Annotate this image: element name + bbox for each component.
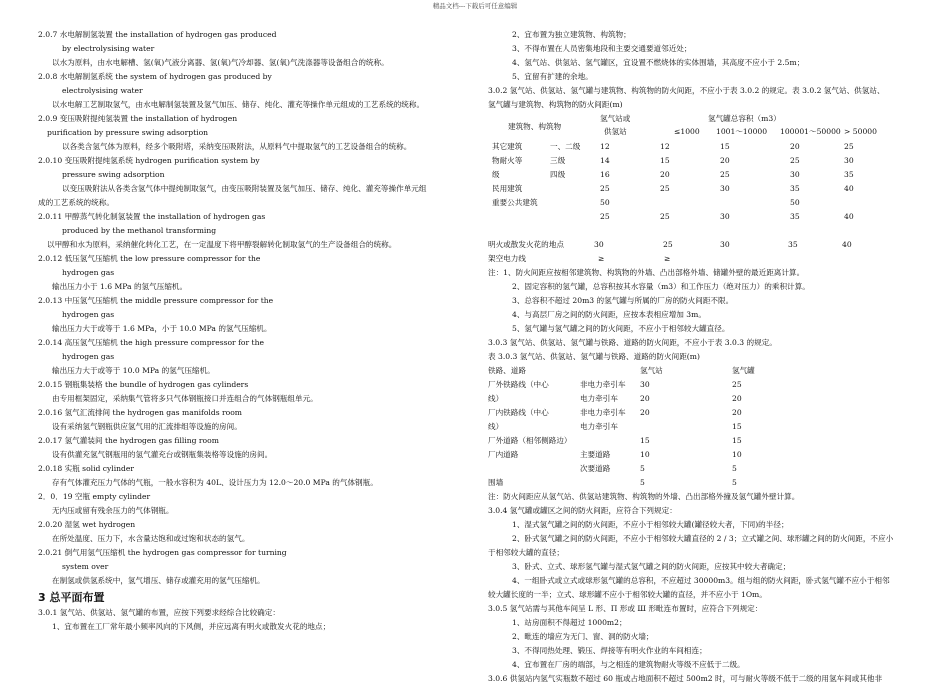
clause-2-0-21-body: 在制氢或供氢系统中，氢气增压、储存或灌充用的氢气压缩机。	[52, 576, 265, 585]
table2-cell: 线）	[488, 394, 504, 403]
table2-cell: 5	[640, 478, 645, 487]
clause-2-0-19-title: 2．0．19 空瓶 empty cylinder	[38, 492, 151, 501]
clause-3-0-3: 3.0.3 氢气站、供氢站、氢气罐与铁路、道路的防火间距，不应小于表 3.0.3 的规定。	[488, 338, 777, 347]
clause-2-0-18-body: 存有气体灌充压力气体的气瓶，一般水容积为 40L、设计压力为 12.0～20.0 MPa 的气体钢瓶。	[52, 478, 378, 487]
table2-cell: 5	[640, 464, 645, 473]
clause-3-0-4-item-2-cont: 于相邻较大罐的直径；	[488, 548, 564, 557]
table1-cell: 30	[790, 170, 800, 179]
table1-cell: 35	[790, 212, 800, 221]
table-3-0-3	[488, 364, 916, 490]
table2-note: 注：防火间距应从氢气站、供氢站建筑物、构筑物的外墙、凸出部格外撞及氢气罐外壁计算。	[488, 492, 800, 501]
clause-3-0-1-item-1: 1、宜布置在工厂常年最小频率风向的下风侧，并应远离有明火或散发火花的地点；	[52, 622, 331, 631]
clause-2-0-14-title: 2.0.14 高压氢气压缩机 the high pressure compressor for the	[38, 338, 264, 347]
clause-2-0-9-body: 以各类含氢气体为原料，经多个吸附塔，采纳变压吸附法，从原料气中提取氢气的工艺设备组合的统称。	[62, 142, 412, 151]
table2-cell: 厂外道路（相邻侧路边）	[488, 436, 572, 445]
clause-3-0-5-item-2: 2、毗连的墙应为无门、窗、洞的防火墙；	[512, 632, 654, 641]
table2-head-tank: 氢气罐	[732, 366, 755, 375]
table1-cell: 25	[660, 184, 670, 193]
table1-fire-row	[488, 238, 916, 266]
clause-3-0-1-item-5: 5、宜留有扩建的余地。	[512, 72, 593, 81]
table1-cell: 20	[790, 142, 800, 151]
clause-3-0-6: 3.0.6 供氢站内氢气实瓶数不超过 60 瓶或占地面积不超过 500m2 时，可与耐火等级不低于二级的用氢车间或其他非	[488, 674, 883, 683]
clause-3-0-5: 3.0.5 氢气站需与其他车间呈 L 形、Π 形或 Ш 形毗连布置时，应符合下列规定：	[488, 604, 763, 613]
table1-cell: 40	[844, 184, 854, 193]
right-column	[488, 28, 916, 686]
table-3-0-2	[488, 112, 916, 238]
clause-3-0-2: 3.0.2 氢气站、供氢站、氢气罐与建筑物、构筑物的防火间距，不应小于表 3.0.2 的规定。表 3.0.2 氢气站、供氢站、	[488, 86, 885, 95]
clause-2-0-18-title: 2.0.18 实瓶 solid cylinder	[38, 464, 135, 473]
table1-cell: 50	[790, 198, 800, 207]
table1-cell: 40	[844, 212, 854, 221]
table1-cell: 25	[720, 170, 730, 179]
clause-3-0-4-item-4-cont: 较大罐长度的一半；立式、球形罐不应小于相邻较大罐的直径，并不应小于 1Om。	[488, 590, 767, 599]
clause-2-0-7-body: 以水为原料，由水电解槽、氢(氧)气液分离器、氢(氧)气冷却器、氢(氧)气洗涤器等设备组合的统称。	[52, 58, 389, 67]
clause-3-0-5-item-1: 1、站房面积不得超过 1000m2；	[512, 618, 627, 627]
note-5: 5、氢气罐与氢气罐之间的防火间距，不应小于相邻较大罐直径。	[512, 324, 730, 333]
clause-2-0-7-title-cont: by electrolysising water	[62, 44, 155, 53]
clause-2-0-12-title-cont: hydrogen gas	[62, 268, 115, 277]
table1-cell: 30	[844, 156, 854, 165]
clause-2-0-17-title: 2.0.17 氢气灌装间 the hydrogen gas filling room	[38, 436, 219, 445]
table1-cell: 级	[492, 170, 500, 179]
table2-head-road: 铁路、道路	[488, 366, 526, 375]
table1-row7-v4: 35	[788, 240, 798, 249]
clause-2-0-16-body: 设有采纳氢气钢瓶供应氢气用的汇流排组等设施的房间。	[52, 422, 242, 431]
clause-2-0-10-title: 2.0.10 变压吸附提纯氢系统 hydrogen purification system by	[38, 156, 260, 165]
clause-3-0-1-item-2: 2、宜布置为独立建筑物、构筑物；	[512, 30, 631, 39]
clause-2-0-8-title-cont: electrolysising water	[62, 86, 143, 95]
table2-cell: 20	[640, 394, 650, 403]
table2-cell: 10	[640, 450, 650, 459]
table2-cell: 主要道路	[580, 450, 611, 459]
table1-head-tank-volume: 氢气罐总容积（m3）	[708, 114, 781, 123]
clause-3-0-2-cont: 氢气罐与建筑物、构筑物的防火间距(m)	[488, 100, 623, 109]
page-header: 精品文档---下载后可任意编辑	[432, 2, 518, 10]
table2-cell: 15	[640, 436, 650, 445]
clause-2-0-8-title: 2.0.8 水电解制氢系统 the system of hydrogen gas produced by	[38, 72, 272, 81]
table2-cell: 次要道路	[580, 464, 611, 473]
clause-2-0-8-body: 以水电解工艺制取氢气，由水电解制氢装置及氢气加压、储存、纯化、灌充等操作单元组成的工艺系统的统称。	[52, 100, 425, 109]
table-3-0-3-caption: 表 3.0.3 氢气站、供氢站、氢气罐与铁路、道路的防火间距(m)	[488, 352, 700, 361]
note-1: 注：1、防火间距应按相邻建筑物、构筑物的外墙、凸出部格外墙、储罐外壁的最近距离计算。	[488, 268, 805, 277]
clause-3-0-1-item-3: 3、不得布置在人员密集地段和主要交通要道邻近处；	[512, 44, 692, 53]
table2-cell: 5	[732, 464, 737, 473]
table1-cell: 民用建筑	[492, 184, 523, 193]
table1-cell: 50	[600, 198, 610, 207]
clause-3-0-4-item-4: 4、一组卧式或立式或球形氢气罐的总容积，不应超过 30000m3。组与组的防火间距，卧式氢气罐不应小于相邻	[512, 576, 890, 585]
clause-2-0-10-body-cont: 成的工艺系统的统称。	[38, 198, 114, 207]
clause-2-0-11-body: 以甲醇和水为原料，采纳催化转化工艺，在一定温度下将甲醇裂解转化制取氢气的生产设备组合的统称。	[47, 240, 397, 249]
table2-cell: 20	[732, 394, 742, 403]
table2-cell: 厂内道路	[488, 450, 519, 459]
table1-sub-3: 100001～50000	[780, 127, 841, 136]
table1-row7-label-b: 架空电力线	[488, 254, 526, 263]
table2-cell: 10	[732, 450, 742, 459]
table1-head-station-cont: 供氢站	[604, 127, 627, 136]
clause-3-0-4-item-3: 3、卧式、立式、球形氢气罐与湿式氢气罐之间的防火间距，应按其中较大者确定；	[512, 562, 791, 571]
table1-cell: 物耐火等	[492, 156, 523, 165]
clause-2-0-7-title: 2.0.7 水电解制氢装置 the installation of hydrogen gas produced	[38, 30, 277, 39]
clause-3-0-5-item-3: 3、不得同热处理、锻压、焊接等有明火作业的车间相连；	[512, 646, 707, 655]
table1-cell: 30	[720, 212, 730, 221]
table1-cell: 25	[600, 212, 610, 221]
clause-2-0-20-body: 在所处温度、压力下，水含量达饱和或过饱和状态的氢气。	[52, 534, 250, 543]
table1-row7-v1: 30	[594, 240, 604, 249]
clause-2-0-15-body: 由专用框架固定，采纳集气管将多只气体钢瓶接口并连组合的气体钢瓶组单元。	[52, 394, 318, 403]
table2-cell: 电力牵引车	[580, 394, 618, 403]
note-3: 3、总容积不超过 20m3 的氢气罐与所属的厂房的防火间距不限。	[512, 296, 734, 305]
table1-cell: 三级	[550, 156, 566, 165]
clause-2-0-19-body: 无内压或留有残余压力的气体钢瓶。	[52, 506, 174, 515]
table1-row7-v3: 30	[720, 240, 730, 249]
table1-cell: 20	[720, 156, 730, 165]
table2-cell: 非电力牵引车	[580, 408, 626, 417]
table1-cell: 15	[720, 142, 730, 151]
section-3-heading: 3 总平面布置	[38, 591, 105, 604]
clause-2-0-11-title-cont: produced by the methanol transforming	[62, 226, 217, 235]
table1-cell: 12	[600, 142, 610, 151]
clause-3-0-1-item-4: 4、氢气站、供氢站、氢气罐区，宜设置不燃烧体的实体围墙，其高度不应小于 2.5m；	[512, 58, 805, 67]
table2-cell: 15	[732, 422, 742, 431]
table1-cell: 25	[600, 184, 610, 193]
clause-2-0-10-title-cont: pressure swing adsorption	[62, 170, 165, 179]
clause-2-0-20-title: 2.0.20 湿氢 wet hydrogen	[38, 520, 136, 529]
table2-cell: 20	[640, 408, 650, 417]
clause-2-0-21-title: 2.0.21 倒气用氢气压缩机 the hydrogen gas compressor for turning	[38, 548, 287, 557]
table2-cell: 20	[732, 408, 742, 417]
table2-cell: 非电力牵引车	[580, 380, 626, 389]
table1-row7-g2: ≥	[664, 254, 671, 263]
table1-cell: 12	[660, 142, 670, 151]
table2-cell: 15	[732, 436, 742, 445]
table1-row7-g1: ≥	[598, 254, 605, 263]
clause-3-0-4: 3.0.4 氢气罐或罐区之间的防火间距，应符合下列规定：	[488, 506, 677, 515]
clause-2-0-9-title-cont: purification by pressure swing adsorption	[47, 128, 209, 137]
clause-2-0-13-body: 输出压力大于或等于 1.6 MPa，小于 10.0 MPa 的氢气压缩机。	[52, 324, 272, 333]
clause-2-0-12-title: 2.0.12 低压氢气压缩机 the low pressure compressor for the	[38, 254, 261, 263]
table1-cell: 25	[844, 142, 854, 151]
clause-2-0-11-title: 2.0.11 甲醇蒸气转化制氢装置 the installation of hydrogen gas	[38, 212, 266, 221]
clause-3-0-5-item-4: 4、宜布置在厂房的端部，与之相连的建筑物耐火等级不应低于二级。	[512, 660, 745, 669]
table1-cell: 20	[660, 170, 670, 179]
table1-cell: 30	[720, 184, 730, 193]
table2-cell: 30	[640, 380, 650, 389]
clause-3-0-1: 3.0.1 氢气站、供氢站、氢气罐的布置，应按下列要求经综合比较确定：	[38, 608, 280, 617]
table1-cell: 一、二级	[550, 142, 581, 151]
table1-cell: 14	[600, 156, 610, 165]
clause-3-0-4-item-1: 1、湿式氢气罐之间的防火间距，不应小于相邻较大罐(罐径较大者，下同)的半径；	[512, 520, 789, 529]
table1-row7-v2: 25	[663, 240, 673, 249]
table1-cell: 35	[790, 184, 800, 193]
left-column	[38, 28, 456, 634]
table1-cell: 15	[660, 156, 670, 165]
table1-cell: 重要公共建筑	[492, 198, 538, 207]
table1-row7-v5: 40	[842, 240, 852, 249]
table2-cell: 25	[732, 380, 742, 389]
clause-2-0-14-body: 输出压力大于或等于 10.0 MPa 的氢气压缩机。	[52, 366, 215, 375]
table2-cell: 5	[732, 478, 737, 487]
clause-2-0-13-title: 2.0.13 中压氢气压缩机 the middle pressure compressor for the	[38, 296, 274, 305]
table1-sub-1: ≤1000	[674, 127, 700, 136]
table2-cell: 线）	[488, 422, 504, 431]
table2-cell: 电力牵引车	[580, 422, 618, 431]
table2-cell: 厂外铁路线（中心	[488, 380, 549, 389]
table2-cell: 围墙	[488, 478, 504, 487]
clause-2-0-9-title: 2.0.9 变压吸附提纯氢装置 the installation of hydrogen	[38, 114, 238, 123]
table1-cell: 35	[844, 170, 854, 179]
clause-2-0-16-title: 2.0.16 氢气汇流排间 the hydrogen gas manifolds room	[38, 408, 242, 417]
note-2: 2、固定容积的氢气罐，总容积按其水容量（m3）和工作压力（绝对压力）的乘积计算。	[512, 282, 810, 291]
table2-cell: 厂内铁路线（中心	[488, 408, 549, 417]
clause-2-0-17-body: 设有供灌充氢气钢瓶用的氢气灌充台或钢瓶集装格等设施的房间。	[52, 450, 273, 459]
table1-cell: 其它建筑	[492, 142, 523, 151]
table1-cell: 16	[600, 170, 610, 179]
clause-2-0-21-title-cont: system over	[62, 562, 109, 571]
table1-cell: 四级	[550, 170, 566, 179]
clause-2-0-14-title-cont: hydrogen gas	[62, 352, 115, 361]
table1-cell: 25	[790, 156, 800, 165]
clause-3-0-4-item-2: 2、卧式氢气罐之间的防火间距，不应小于相邻较大罐直径的 2 / 3；立式罐之间、球形罐之间的防火间距，不应小	[512, 534, 894, 543]
note-4: 4、与高层厂房之间的防火间距，应按本表相应增加 3m。	[512, 310, 706, 319]
clause-2-0-13-title-cont: hydrogen gas	[62, 310, 115, 319]
table1-head-station: 氢气站或	[600, 114, 631, 123]
table1-head-building: 建筑物、构筑物	[508, 122, 562, 131]
clause-2-0-15-title: 2.0.15 钢瓶集装格 the bundle of hydrogen gas cylinders	[38, 380, 249, 389]
clause-2-0-12-body: 输出压力小于 1.6 MPa 的氢气压缩机。	[52, 282, 188, 291]
table1-row7-label-a: 明火或散发火花的地点	[488, 240, 564, 249]
table1-sub-2: 1001～10000	[716, 127, 768, 136]
table2-head-station: 氢气站	[640, 366, 663, 375]
clause-2-0-10-body: 以变压吸附法从各类含氢气体中提纯制取氢气，由变压吸附装置及氢气加压、储存、纯化、灌充等操作单元组	[62, 184, 427, 193]
table1-sub-4: > 50000	[844, 127, 877, 136]
table1-cell: 25	[660, 212, 670, 221]
